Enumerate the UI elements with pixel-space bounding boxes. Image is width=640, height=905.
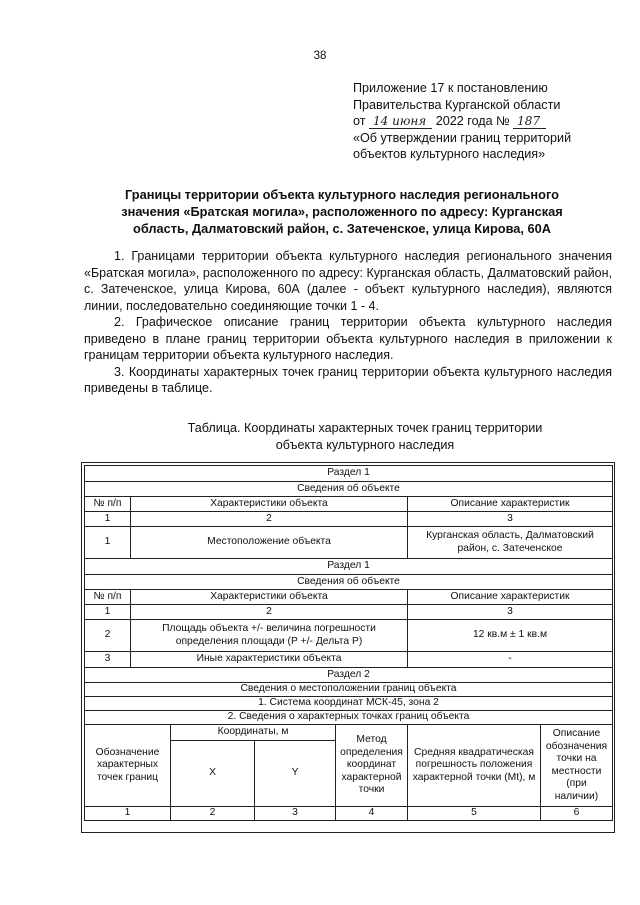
header-cell: № п/п bbox=[85, 590, 131, 605]
table-row bbox=[85, 527, 613, 559]
annex-line: объектов культурного наследия» bbox=[353, 147, 546, 161]
header-y: Y bbox=[255, 741, 336, 807]
column-number: 3 bbox=[408, 605, 613, 620]
section-row bbox=[85, 668, 613, 683]
table-cell: Иные характеристики объекта bbox=[131, 652, 408, 668]
document-title: Границы территории объекта культурного наследия регионального значения «Братская могила», расположенного по адресу: Курганская область, Далматовский район, с. Затеченское, улица Кирова, 60А bbox=[121, 187, 563, 236]
date-year: 2022 года bbox=[435, 114, 493, 128]
table-row bbox=[85, 652, 613, 668]
body-text bbox=[84, 248, 612, 397]
table-caption bbox=[150, 420, 580, 453]
column-number: 4 bbox=[336, 807, 408, 821]
section-title: Раздел 1 bbox=[85, 559, 613, 575]
date-prefix: от bbox=[353, 114, 366, 128]
section-row bbox=[85, 559, 613, 575]
column-number: 3 bbox=[408, 512, 613, 527]
annex-line: «Об утверждении границ территорий bbox=[353, 130, 572, 145]
annex-date-line bbox=[353, 113, 623, 130]
column-number: 1 bbox=[85, 605, 131, 620]
annex-line: Правительства Курганской области bbox=[353, 97, 561, 112]
column-number: 3 bbox=[255, 807, 336, 821]
section-heading: Сведения об объекте bbox=[85, 482, 613, 497]
header-point-designation: Обозначение характерных точек границ bbox=[85, 725, 171, 807]
header-point-description: Описание обозначения точки на местности (при наличии) bbox=[541, 725, 613, 807]
column-number-row bbox=[85, 807, 613, 821]
table-cell: 2 bbox=[85, 620, 131, 652]
table-cell: 1 bbox=[85, 527, 131, 559]
table-row bbox=[85, 620, 613, 652]
paragraph: 3. Координаты характерных точек границ территории объекта культурного наследия приведены в таблице. bbox=[84, 364, 612, 395]
table-cell: Площадь объекта +/- величина погрешности определения площади (Р +/- Дельта Р) bbox=[131, 620, 408, 652]
section-row bbox=[85, 466, 613, 482]
coordinate-system: 1. Система координат МСК-45, зона 2 bbox=[85, 697, 613, 711]
column-number: 1 bbox=[85, 807, 171, 821]
table-caption-line: Таблица. Координаты характерных точек границ территории bbox=[187, 421, 543, 435]
column-number-row bbox=[85, 512, 613, 527]
header-cell: Характеристики объекта bbox=[131, 590, 408, 605]
section-heading-row bbox=[85, 575, 613, 590]
paragraph: 1. Границами территории объекта культурного наследия регионального значения «Братская могила», расположенного по адресу: Курганская область, Далматовский район, с. Затеченское, улица Кирова, 60А (далее - объект культурного наследия), являются линии, последовательно соединяющие точки 1 - 4. bbox=[84, 249, 612, 313]
table-header-row bbox=[85, 590, 613, 605]
coordinates-table bbox=[84, 465, 613, 821]
points-heading-row bbox=[85, 711, 613, 725]
section-heading-row bbox=[85, 683, 613, 697]
points-header-row bbox=[85, 725, 613, 741]
section-heading-row bbox=[85, 482, 613, 497]
table-header-row bbox=[85, 497, 613, 512]
header-coordinates: Координаты, м bbox=[171, 725, 336, 741]
section-title: Раздел 2 bbox=[85, 668, 613, 683]
section-heading: Сведения об объекте bbox=[85, 575, 613, 590]
column-number: 2 bbox=[171, 807, 255, 821]
paragraph: 2. Графическое описание границ территории объекта культурного наследия приведено в плане границ территории объекта культурного наследия в приложении к границам территории объекта культурного наследия. bbox=[84, 315, 612, 362]
section-title: Раздел 1 bbox=[85, 466, 613, 482]
annex-header bbox=[353, 80, 623, 163]
header-method: Метод определения координат характерной точки bbox=[336, 725, 408, 807]
header-cell: Описание характеристик bbox=[408, 590, 613, 605]
header-x: X bbox=[171, 741, 255, 807]
table-cell: 3 bbox=[85, 652, 131, 668]
section-heading: Сведения о местоположении границ объекта bbox=[85, 683, 613, 697]
column-number: 2 bbox=[131, 512, 408, 527]
page-number: 38 bbox=[313, 50, 327, 62]
header-mean-error: Средняя квадратическая погрешность положения характерной точки (Mt), м bbox=[408, 725, 541, 807]
column-number: 2 bbox=[131, 605, 408, 620]
column-number-row bbox=[85, 605, 613, 620]
table-cell: Курганская область, Далматовский район, с. Затеченское bbox=[408, 527, 613, 559]
handwritten-number: 187 bbox=[513, 114, 546, 129]
handwritten-date: 14 июня bbox=[369, 114, 432, 129]
table-cell: Местоположение объекта bbox=[131, 527, 408, 559]
coordinate-system-row bbox=[85, 697, 613, 711]
table-cell: 12 кв.м ± 1 кв.м bbox=[408, 620, 613, 652]
column-number: 1 bbox=[85, 512, 131, 527]
table-cell: - bbox=[408, 652, 613, 668]
header-cell: № п/п bbox=[85, 497, 131, 512]
annex-line: Приложение 17 к постановлению bbox=[353, 81, 548, 95]
points-heading: 2. Сведения о характерных точках границ объекта bbox=[85, 711, 613, 725]
table-caption-line: объекта культурного наследия bbox=[275, 437, 455, 452]
number-prefix: № bbox=[496, 114, 510, 128]
column-number: 5 bbox=[408, 807, 541, 821]
header-cell: Описание характеристик bbox=[408, 497, 613, 512]
column-number: 6 bbox=[541, 807, 613, 821]
header-cell: Характеристики объекта bbox=[131, 497, 408, 512]
